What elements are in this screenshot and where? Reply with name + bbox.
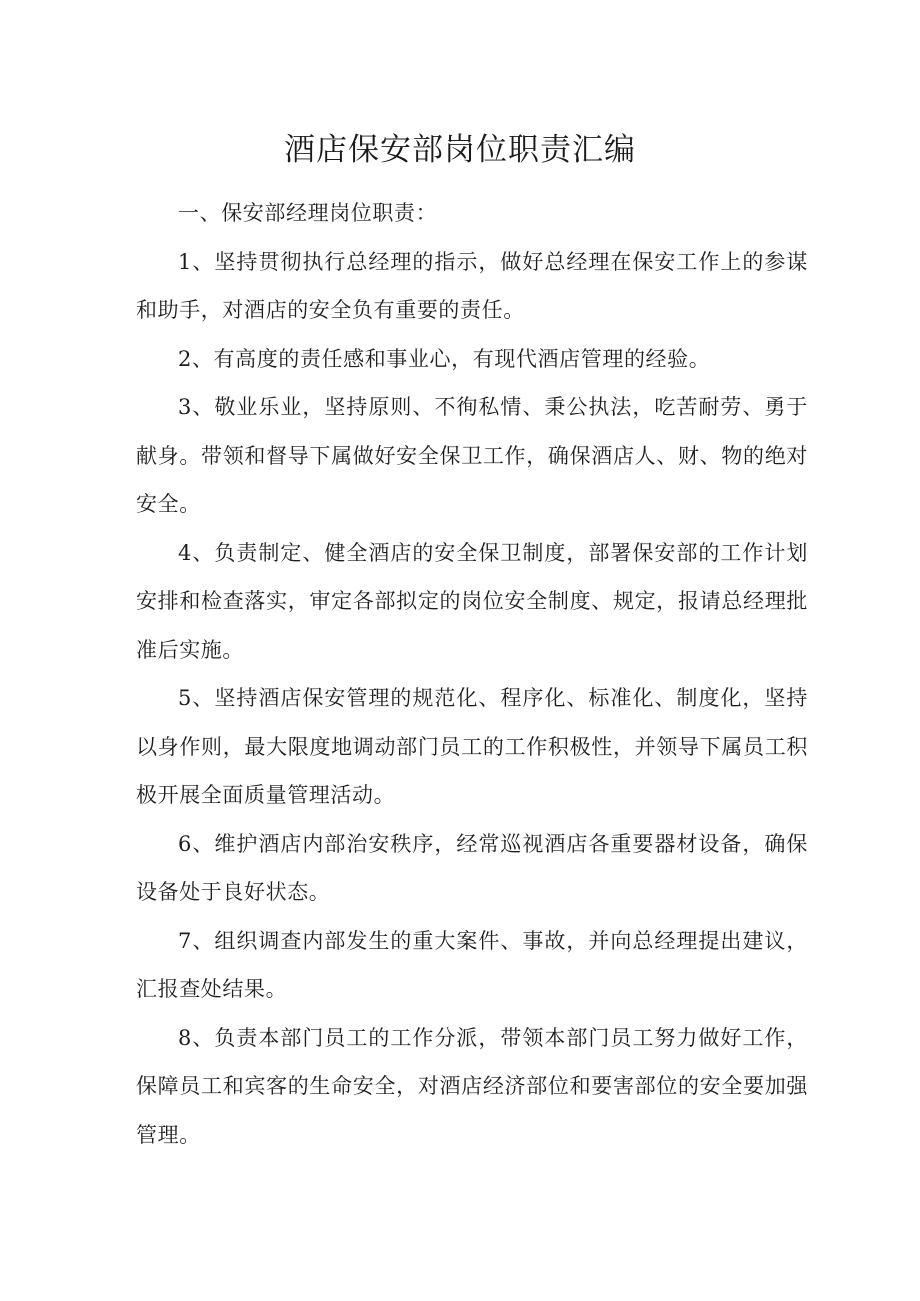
document-title: 酒店保安部岗位职责汇编 [284, 132, 636, 168]
paragraph-2: 2、有高度的责任感和事业心，有现代酒店管理的经验。 [178, 346, 711, 371]
paragraph-5: 5、坚持酒店保安管理的规范化、程序化、标准化、制度化，坚持以身作则，最大限度地调动部门员工的工作积极性，并领导下属员工积极开展全面质量管理活动。 [136, 686, 808, 807]
document-body [136, 189, 808, 1159]
section-heading: 一、保安部经理岗位职责： [178, 201, 438, 225]
paragraph-6: 6、维护酒店内部治安秩序，经常巡视酒店各重要器材设备，确保设备处于良好状态。 [136, 831, 808, 904]
paragraph-1: 1、坚持贯彻执行总经理的指示，做好总经理在保安工作上的参谋和助手，对酒店的安全负有重要的责任。 [136, 249, 808, 322]
paragraph-3: 3、敬业乐业，坚持原则、不徇私情、秉公执法，吃苦耐劳、勇于献身。带领和督导下属做好安全保卫工作，确保酒店人、财、物的绝对安全。 [136, 395, 808, 516]
paragraph-8: 8、负责本部门员工的工作分派，带领本部门员工努力做好工作，保障员工和宾客的生命安全，对酒店经济部位和要害部位的安全要加强管理。 [136, 1025, 808, 1147]
paragraph-4: 4、负责制定、健全酒店的安全保卫制度，部署保安部的工作计划安排和检查落实，审定各部拟定的岗位安全制度、规定，报请总经理批准后实施。 [136, 540, 808, 662]
paragraph-7: 7、组织调查内部发生的重大案件、事故，并向总经理提出建议，汇报查处结果。 [136, 928, 808, 1001]
